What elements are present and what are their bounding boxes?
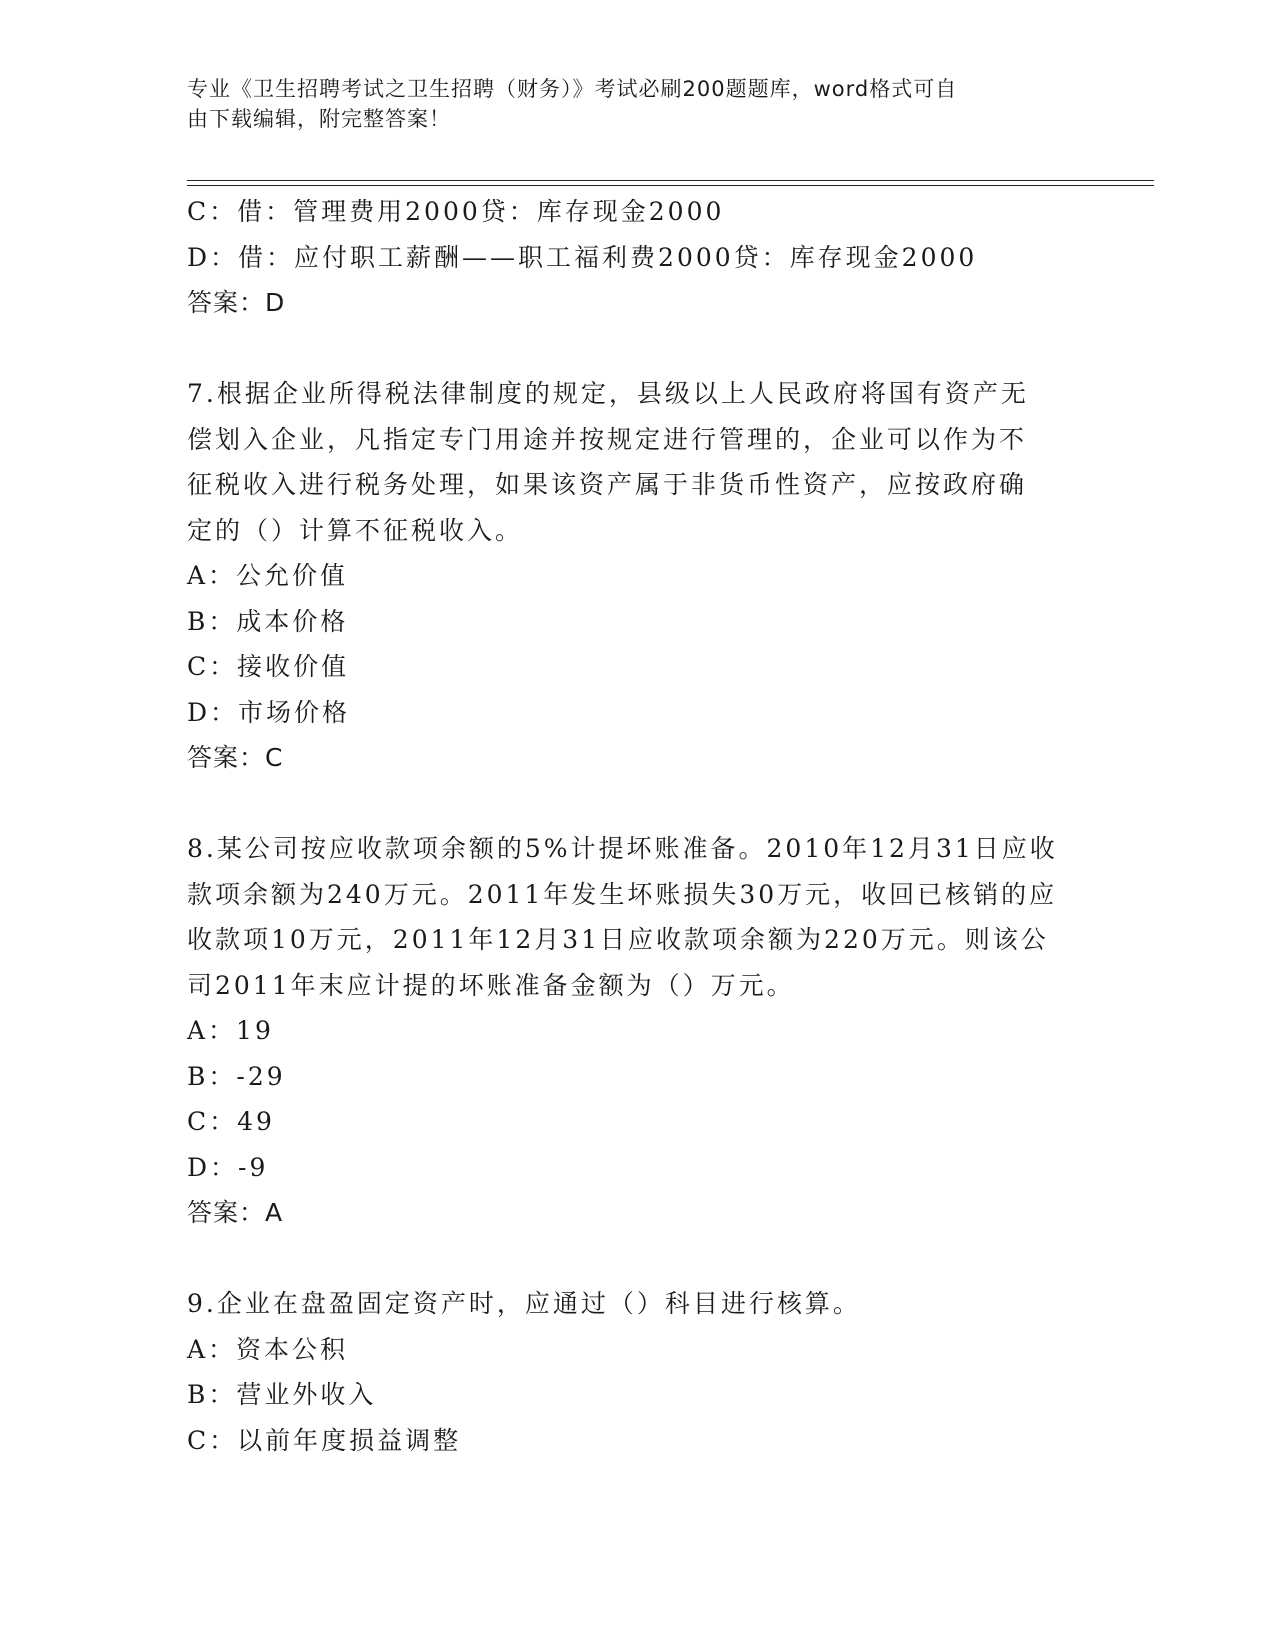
option-d: D：-9 bbox=[187, 1152, 269, 1182]
document-body bbox=[187, 189, 1087, 1463]
question-stem-line: 司2011年末应计提的坏账准备金额为（）万元。 bbox=[187, 970, 795, 1000]
question-stem-line: 款项余额为240万元。2011年发生坏账损失30万元，收回已核销的应 bbox=[187, 879, 1058, 909]
header-divider-top bbox=[187, 180, 1154, 181]
question-stem-line: 9.企业在盘盈固定资产时，应通过（）科目进行核算。 bbox=[187, 1289, 861, 1318]
question-9 bbox=[187, 1281, 1087, 1463]
spacer bbox=[187, 326, 1087, 372]
question-6-tail bbox=[187, 189, 1087, 326]
header-line-2: 由下载编辑，附完整答案！ bbox=[187, 107, 451, 131]
option-b: B：成本价格 bbox=[187, 606, 349, 636]
spacer bbox=[187, 1236, 1087, 1282]
question-stem-line: 7.根据企业所得税法律制度的规定，县级以上人民政府将国有资产无 bbox=[187, 379, 1029, 408]
answer: 答案：D bbox=[187, 288, 286, 317]
spacer bbox=[187, 781, 1087, 827]
option-c: C：接收价值 bbox=[187, 652, 350, 681]
answer: 答案：C bbox=[187, 743, 284, 772]
question-stem-line: 8.某公司按应收款项余额的5%计提坏账准备。2010年12月31日应收 bbox=[187, 834, 1058, 863]
question-stem-line: 征税收入进行税务处理，如果该资产属于非货币性资产，应按政府确 bbox=[187, 470, 1028, 499]
option-d: D：市场价格 bbox=[187, 697, 351, 727]
question-8 bbox=[187, 826, 1087, 1236]
question-7 bbox=[187, 371, 1087, 781]
option-b: B：营业外收入 bbox=[187, 1380, 377, 1409]
option-b: B：-29 bbox=[187, 1061, 286, 1091]
answer: 答案：A bbox=[187, 1198, 284, 1227]
question-stem-line: 定的（）计算不征税收入。 bbox=[187, 515, 524, 545]
header-divider-bottom bbox=[187, 185, 1154, 186]
question-stem-line: 收款项10万元，2011年12月31日应收款项余额为220万元。则该公 bbox=[187, 925, 1049, 954]
option-c: C：以前年度损益调整 bbox=[187, 1425, 462, 1455]
document-header bbox=[187, 74, 1067, 134]
option-a: A：19 bbox=[187, 1016, 274, 1045]
option-c: C：借：管理费用2000贷：库存现金2000 bbox=[187, 197, 725, 226]
option-a: A：资本公积 bbox=[187, 1334, 349, 1364]
header-line-1: 专业《卫生招聘考试之卫生招聘（财务）》考试必刷200题题库，word格式可自 bbox=[187, 77, 958, 101]
question-stem-line: 偿划入企业，凡指定专门用途并按规定进行管理的，企业可以作为不 bbox=[187, 424, 1028, 454]
option-d: D：借：应付职工薪酬——职工福利费2000贷：库存现金2000 bbox=[187, 242, 978, 272]
option-c: C：49 bbox=[187, 1107, 275, 1136]
option-a: A：公允价值 bbox=[187, 561, 349, 590]
